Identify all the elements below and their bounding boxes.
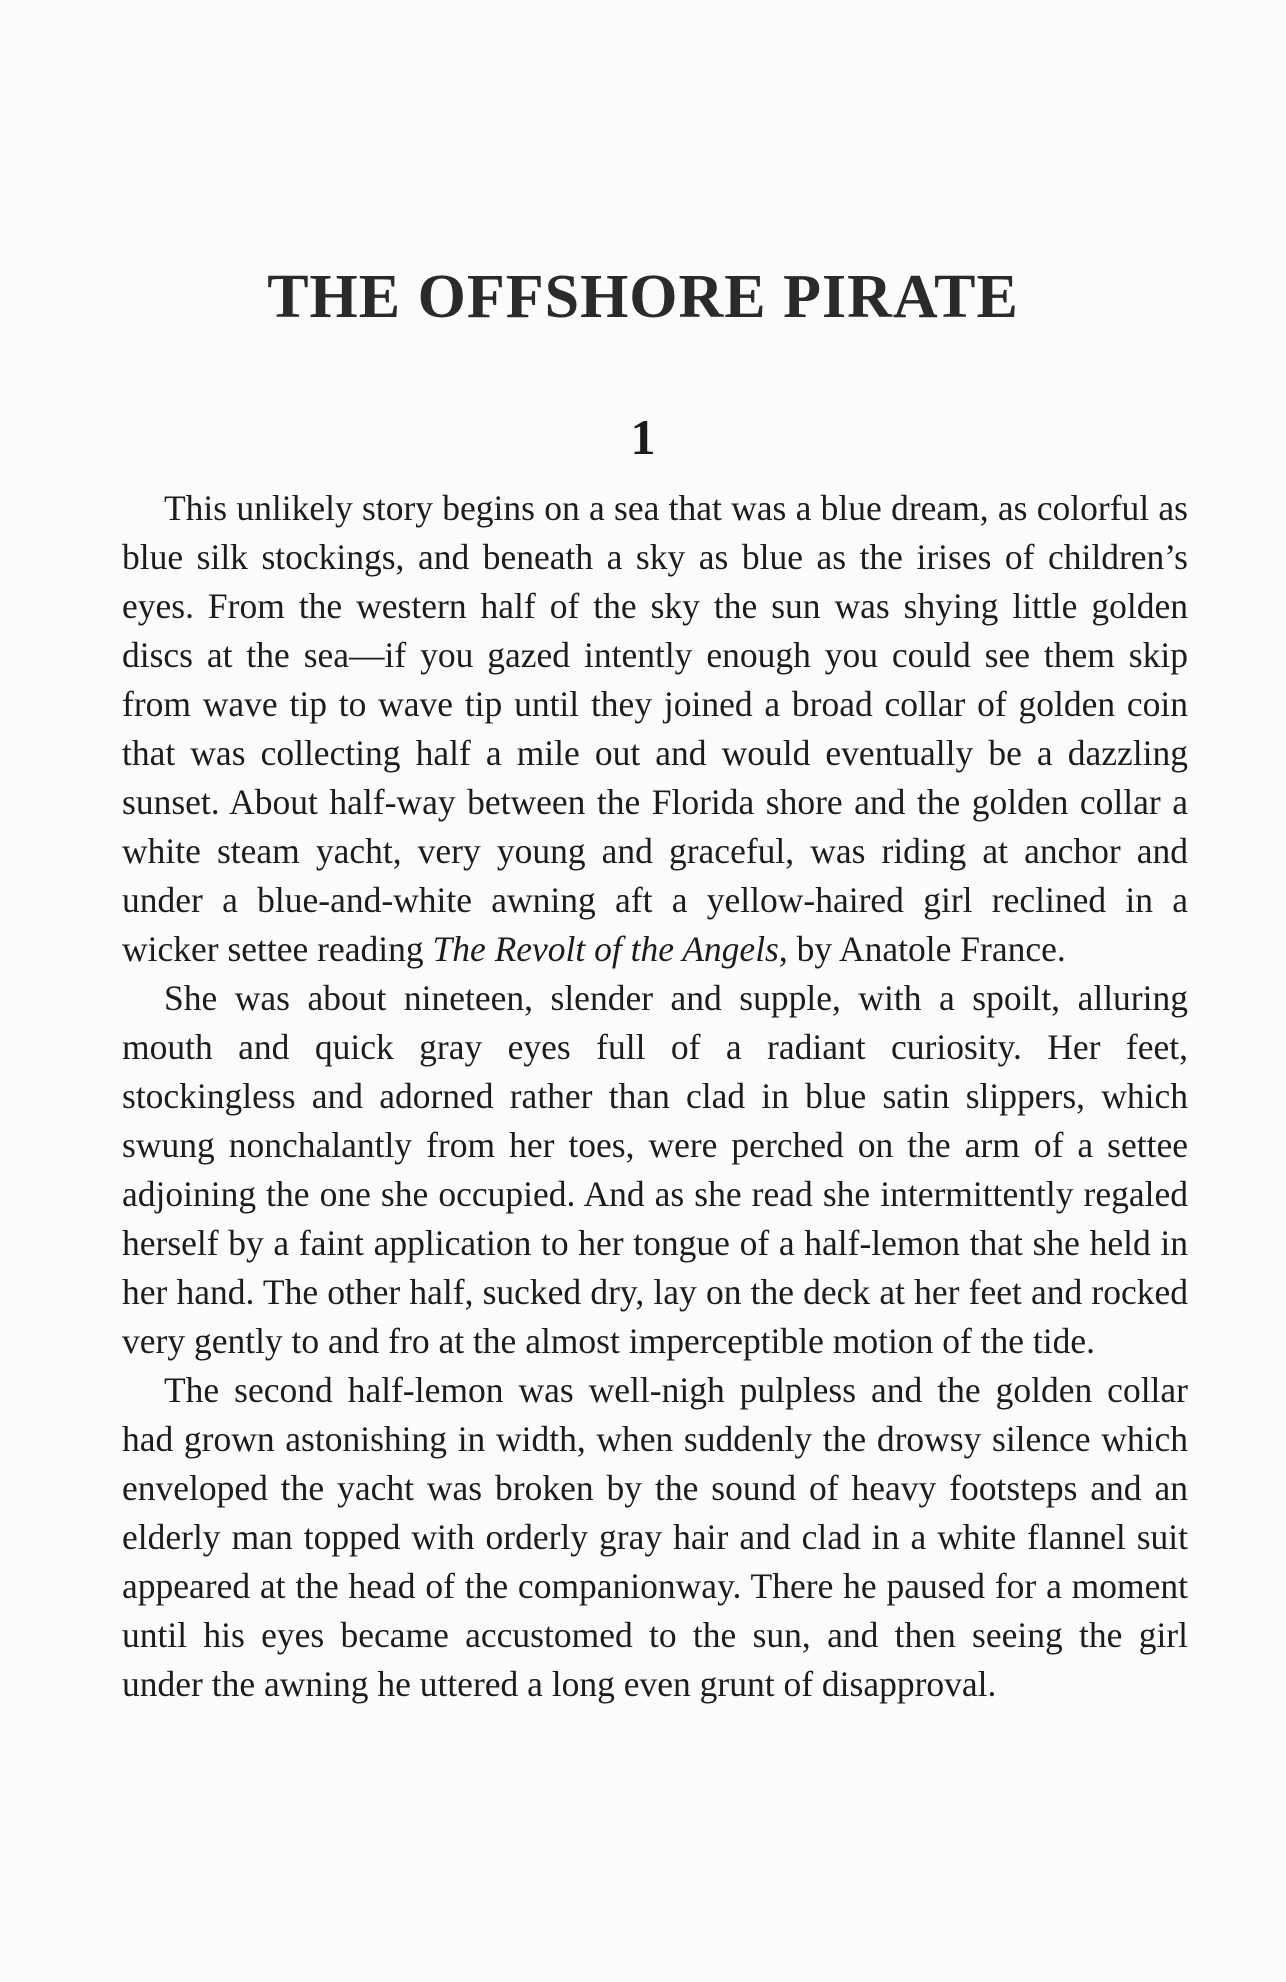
story-title: THE OFFSHORE PIRATE [267,263,1019,331]
paragraph-3: The second half-lemon was well-nigh pulpless and the golden collar had grown astonishing in width, when suddenly the drowsy silence which enveloped the yacht was broken by the sound of heavy footsteps and an elderly man topped with orderly gray hair and clad in a white flannel suit appeared at the head of the companionway. There he paused for a moment until his eyes became accustomed to the sun, and then seeing the girl under the awning he uttered a long even grunt of disapproval. [122,1370,1188,1704]
chapter-number: 1 [630,409,656,465]
paragraph-1-ending: , by Anatole France. [778,929,1066,969]
paragraph-1-text: This unlikely story begins on a sea that was a blue dream, as colorful as blue silk stockings, and beneath a sky as blue as the irises of children’s eyes. From the western half of the sky the sun was shying little golden discs at the sea—if you gazed intently enough you could see them skip from wave tip to wave tip until they joined a broad collar of golden coin that was collecting half a mile out and would eventually be a dazzling sunset. About half-way between the Florida shore and the golden collar a white steam yacht, very young and graceful, was riding at anchor and under a blue-and-white awning aft a yellow-haired girl reclined in a wicker settee reading [122,488,1188,969]
paragraph-1 [122,484,1188,974]
story-body [122,484,1188,1709]
paragraph-2: She was about nineteen, slender and supple, with a spoilt, alluring mouth and quick gray eyes full of a radiant curiosity. Her feet, stockingless and adorned rather than clad in blue satin slippers, which swung nonchalantly from her toes, were perched on the arm of a settee adjoining the one she occupied. And as she read she intermittently regaled herself by a faint application to her tongue of a half-lemon that she held in her hand. The other half, sucked dry, lay on the deck at her feet and rocked very gently to and fro at the almost imperceptible motion of the tide. [122,978,1188,1361]
book-title-reference: The Revolt of the Angels [432,929,779,969]
